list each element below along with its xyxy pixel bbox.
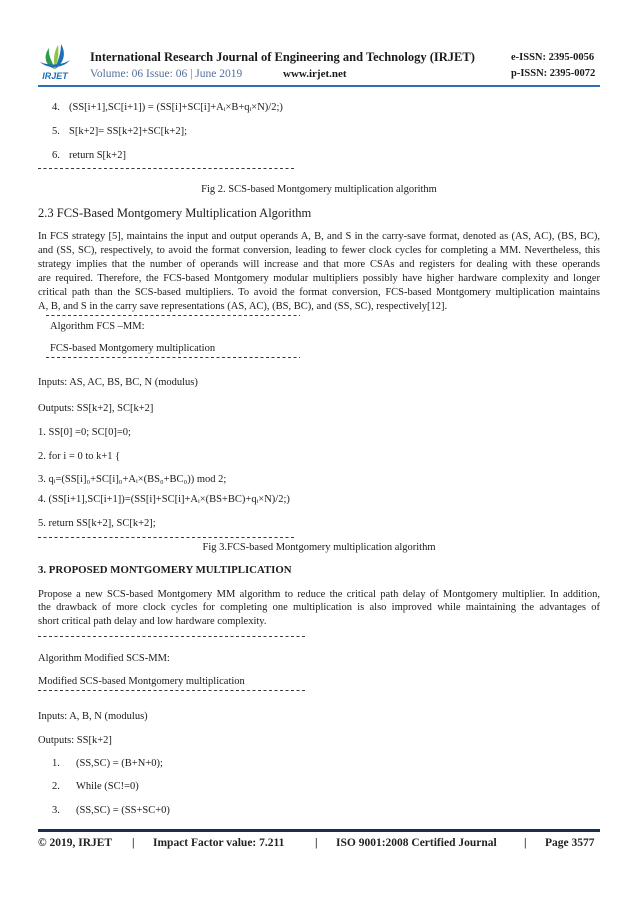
algorithm-step: (SS,SC) = (SS+SC+0) xyxy=(76,804,170,816)
footer-separator: | xyxy=(132,837,135,849)
journal-title: International Research Journal of Engineering and Technology (IRJET) xyxy=(90,50,475,64)
header-rule xyxy=(38,85,600,87)
footer-separator: | xyxy=(524,837,527,849)
figure-caption: Fig 2. SCS-based Montgomery multiplication algorithm xyxy=(201,183,437,195)
algorithm-subtitle: Modified SCS-based Montgomery multiplication xyxy=(38,675,245,687)
step-number: 5. xyxy=(52,125,60,137)
algorithm-step: While (SC!=0) xyxy=(76,780,139,792)
algorithm-inputs: Inputs: AS, AC, BS, BC, N (modulus) xyxy=(38,376,198,388)
step-number: 3. xyxy=(52,804,60,816)
irjet-logo xyxy=(37,43,73,83)
algorithm-step: 3. qᵢ=(SS[i]₀+SC[i]₀+Aᵢ×(BS₀+BC₀)) mod 2; xyxy=(38,473,227,485)
paragraph-line: A, B, and S in the carry save representations (AS, AC), (BS, BC), and (SS, SC), respectively[12]. xyxy=(38,300,448,312)
dashed-divider xyxy=(38,537,295,538)
leaf-emblem-icon xyxy=(37,43,73,71)
footer-rule xyxy=(38,829,600,832)
algorithm-title: Algorithm FCS –MM: xyxy=(50,320,145,332)
algorithm-inputs: Inputs: A, B, N (modulus) xyxy=(38,710,148,722)
algorithm-step: 2. for i = 0 to k+1 { xyxy=(38,450,121,462)
algorithm-outputs: Outputs: SS[k+2], SC[k+2] xyxy=(38,402,154,414)
section-heading: 3. PROPOSED MONTGOMERY MULTIPLICATION xyxy=(38,564,292,576)
paragraph-line: Propose a new SCS-based Montgomery MM algorithm to reduce the critical path delay of Montgomery multiplier. In addition, xyxy=(38,588,600,600)
footer-separator: | xyxy=(315,837,318,849)
paragraph-line: In FCS strategy [5], maintains the input and output operands A, B, and S in the carry-save format, denoted as (AS, AC), (BS, BC), xyxy=(38,230,600,242)
paragraph-line: and (SS, SC), respectively, to avoid the format conversion, leading to fewer clock cycles for completing a MM. Nevertheless, this xyxy=(38,244,600,256)
algorithm-step: return S[k+2] xyxy=(69,149,126,161)
paragraph-line: the drawback of more clock cycles for completing one multiplication is also improved while maintaining the advantages of xyxy=(38,601,600,613)
p-issn: p-ISSN: 2395-0072 xyxy=(511,68,596,79)
figure-caption: Fig 3.FCS-based Montgomery multiplication algorithm xyxy=(202,541,436,553)
paragraph-line: are required. Therefore, the FCS-based Montgomery modular multipliers possibly have higher hardware complexity and longer xyxy=(38,272,600,284)
impact-factor: Impact Factor value: 7.211 xyxy=(153,837,285,849)
algorithm-step: 5. return SS[k+2], SC[k+2]; xyxy=(38,517,156,529)
logo-text: IRJET xyxy=(42,71,68,81)
e-issn: e-ISSN: 2395-0056 xyxy=(511,52,595,63)
paragraph-line: strategy implies that the number of operands will increase and that more CSAs and registers for dealing with these operands xyxy=(38,258,600,270)
algorithm-outputs: Outputs: SS[k+2] xyxy=(38,734,112,746)
iso-certification: ISO 9001:2008 Certified Journal xyxy=(336,837,497,849)
algorithm-step: (SS[i+1],SC[i+1]) = (SS[i]+SC[i]+Aᵢ×B+qᵢ×N)/2;) xyxy=(69,101,283,113)
dashed-divider xyxy=(38,636,305,637)
volume-issue: Volume: 06 Issue: 06 | June 2019 xyxy=(90,68,243,80)
step-number: 4. xyxy=(52,101,60,113)
algorithm-step: (SS,SC) = (B+N+0); xyxy=(76,757,163,769)
dashed-divider xyxy=(38,690,305,691)
dashed-divider xyxy=(46,357,300,358)
paragraph-line: short critical path delay and low hardware complexity. xyxy=(38,615,267,627)
step-number: 6. xyxy=(52,149,60,161)
algorithm-step: 1. SS[0] =0; SC[0]=0; xyxy=(38,426,131,438)
algorithm-subtitle: FCS-based Montgomery multiplication xyxy=(50,342,216,354)
algorithm-step: S[k+2]= SS[k+2]+SC[k+2]; xyxy=(69,125,187,137)
algorithm-title: Algorithm Modified SCS-MM: xyxy=(38,652,170,664)
journal-website: www.irjet.net xyxy=(283,68,347,80)
dashed-divider xyxy=(38,168,295,169)
step-number: 2. xyxy=(52,780,60,792)
step-number: 1. xyxy=(52,757,60,769)
dashed-divider xyxy=(46,315,300,316)
algorithm-step: 4. (SS[i+1],SC[i+1])=(SS[i]+SC[i]+Aᵢ×(BS+BC)+qᵢ×N)/2;) xyxy=(38,493,290,505)
page-number: Page 3577 xyxy=(545,837,595,849)
section-heading: 2.3 FCS-Based Montgomery Multiplication Algorithm xyxy=(38,205,312,220)
paragraph-line: critical path than the SCS-based multipliers. To avoid the format conversion, FCS-based Montgomery multiplication maintains xyxy=(38,286,600,298)
copyright: © 2019, IRJET xyxy=(38,837,113,849)
